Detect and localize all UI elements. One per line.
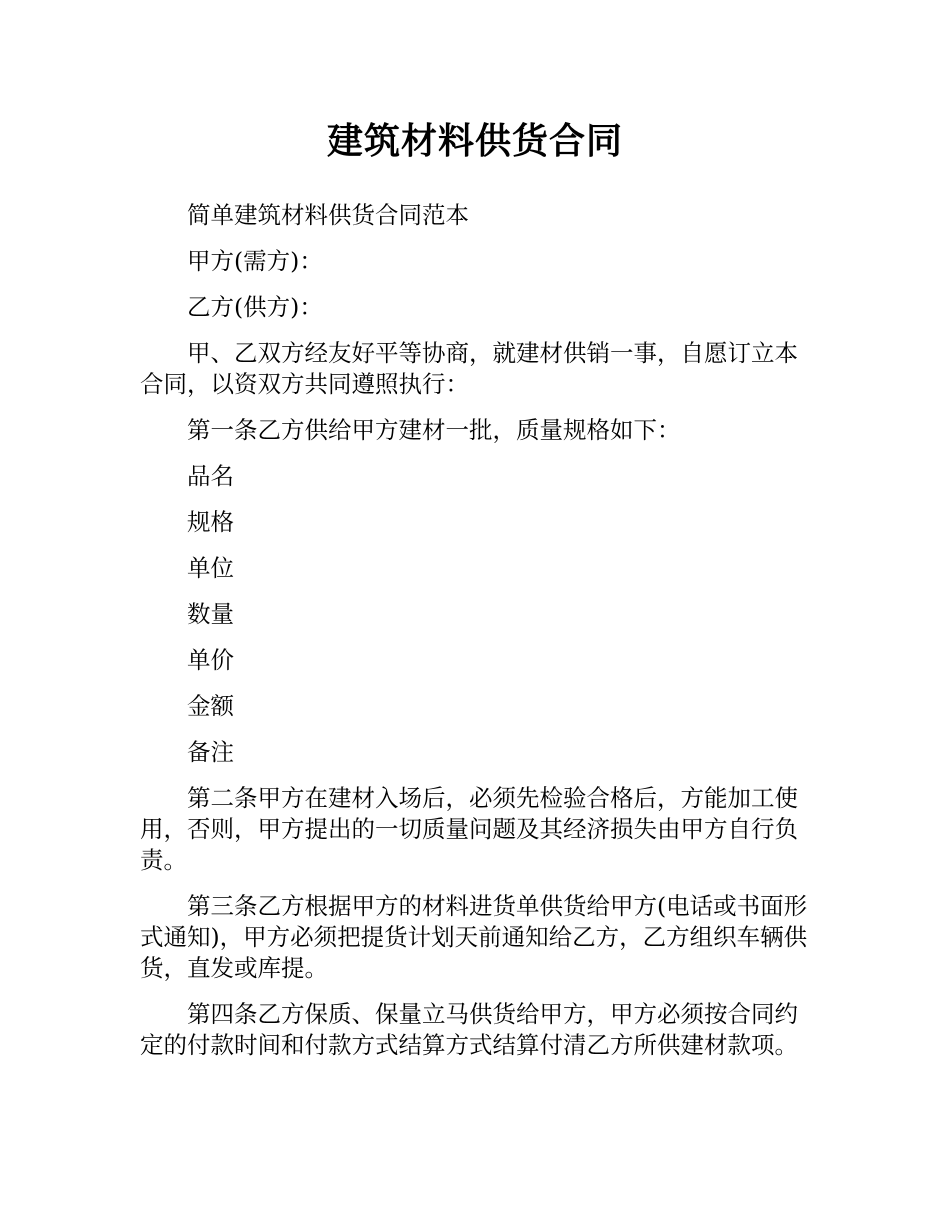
paragraph-item-name: 品名 bbox=[187, 462, 234, 490]
paragraph-item-spec: 规格 bbox=[187, 508, 234, 536]
paragraph-party-b: 乙方(供方)： bbox=[187, 293, 323, 321]
paragraph-item-quantity: 数量 bbox=[187, 600, 234, 628]
paragraph-article-3: 第三条乙方根据甲方的材料进货单供货给甲方(电话或书面形式通知)，甲方必须把提货计划天前通知给乙方，乙方组织车辆供货，直发或库提。 bbox=[140, 892, 808, 982]
paragraph-subtitle: 简单建筑材料供货合同范本 bbox=[187, 201, 469, 229]
paragraph-preamble: 甲、乙双方经友好平等协商，就建材供销一事，自愿订立本合同，以资双方共同遵照执行： bbox=[140, 339, 798, 398]
paragraph-party-a: 甲方(需方)： bbox=[187, 247, 323, 275]
paragraph-article-1: 第一条乙方供给甲方建材一批，质量规格如下： bbox=[187, 416, 681, 444]
document-title: 建筑材料供货合同 bbox=[326, 121, 623, 162]
paragraph-item-unit: 单位 bbox=[187, 554, 234, 582]
paragraph-item-amount: 金额 bbox=[187, 692, 234, 720]
paragraph-item-remarks: 备注 bbox=[187, 738, 234, 766]
paragraph-item-unit-price: 单价 bbox=[187, 646, 234, 674]
paragraph-article-2: 第二条甲方在建材入场后，必须先检验合格后，方能加工使用，否则，甲方提出的一切质量问题及其经济损失由甲方自行负责。 bbox=[140, 784, 798, 874]
paragraph-article-4: 第四条乙方保质、保量立马供货给甲方，甲方必须按合同约定的付款时间和付款方式结算方式结算付清乙方所供建材款项。 bbox=[140, 1000, 798, 1059]
document-body bbox=[140, 200, 812, 1076]
